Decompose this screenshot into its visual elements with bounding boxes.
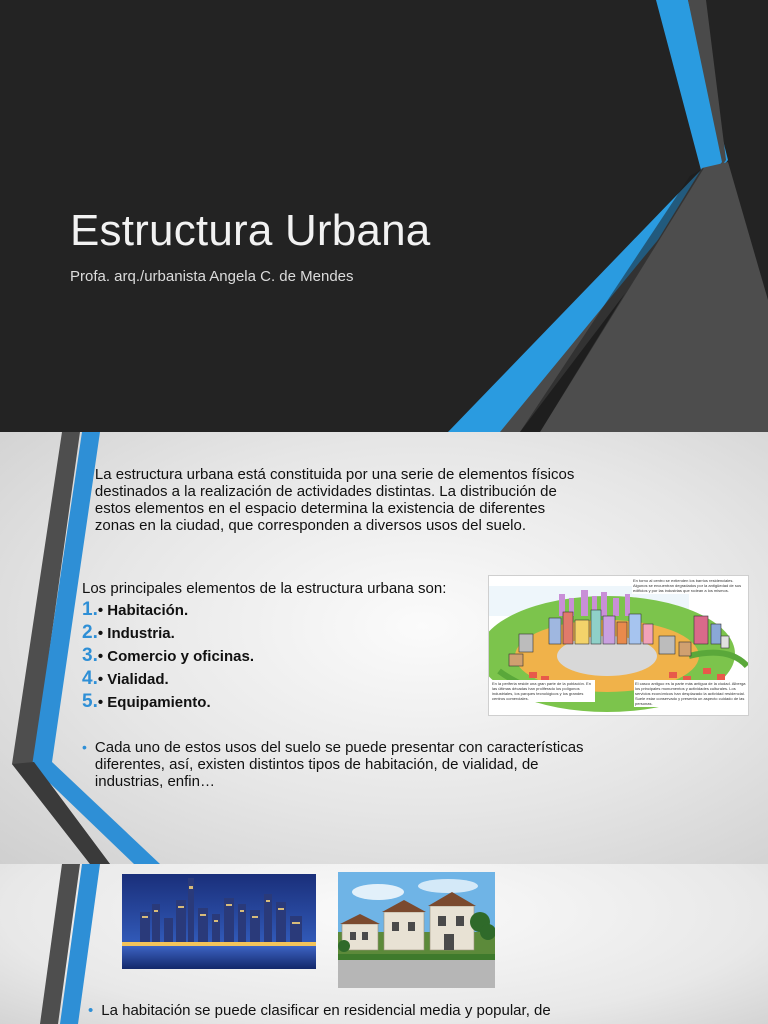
list-label: • Comercio y oficinas. (97, 648, 254, 665)
list-number: 2. (82, 622, 98, 643)
list-label: • Equipamiento. (97, 694, 211, 711)
intro-paragraph (82, 466, 582, 534)
list-item (82, 645, 254, 668)
list-label: • Industria. (97, 625, 175, 642)
city-zones-illustration (488, 575, 749, 716)
list-number: 5. (82, 691, 98, 712)
housing-paragraph-text: La habitación se puede clasificar en residencial media y popular, de (101, 1002, 551, 1019)
list-item (82, 622, 254, 645)
presentation-title: Estructura Urbana (70, 206, 431, 255)
uses-paragraph-text: Cada uno de estos usos del suelo se puede presentar con características diferentes, así, existen distintos tipos de habitación, de vialidad, de industrias, enfin… (94, 739, 584, 790)
night-skyline-photo (122, 874, 316, 969)
title-slide (0, 0, 768, 432)
content-slide-housing (0, 864, 768, 1024)
list-number: 1. (82, 599, 98, 620)
intro-paragraph-text: La estructura urbana está constituida por una serie de elementos físicos destinados a la realización de actividades distintas. La distribución de estos elementos en el espacio determina la existencia de diferentes zonas en la ciudad, que corresponden a diversos usos del suelo. (94, 466, 575, 534)
list-label: • Vialidad. (97, 671, 169, 688)
presentation-subtitle: Profa. arq./urbanista Angela C. de Mendes (70, 268, 354, 285)
content-slide-elements (0, 432, 768, 864)
elements-list (82, 599, 254, 714)
housing-paragraph (88, 1002, 551, 1019)
illustration-note: En la periferia reside una gran parte de la población. En las últimas décadas han proliferado los polígonos industriales, los parques tecnológicos y los grandes centros comerciales. (491, 680, 595, 702)
bullet-marker: • (82, 466, 87, 482)
bullet-marker: • (82, 739, 87, 755)
list-item (82, 599, 254, 622)
list-number: 3. (82, 645, 98, 666)
uses-paragraph (82, 739, 602, 790)
list-item (82, 668, 254, 691)
list-item (82, 691, 254, 714)
illustration-note: En torno al centro se extienden los barrios residenciales. Algunos se encuentran degradados por la antigüedad de sus edificios y por las industrias que rodean a los mismos. (632, 577, 748, 594)
residential-houses-photo (338, 872, 495, 988)
illustration-note: El casco antiguo es la parte más antigua de la ciudad. Alberga los principales monumentos y actividades culturales. Los servicios económicos han desplazado la actividad residencial. Suele estar conservado y presenta un aspecto cuidado de las personas. (634, 680, 748, 707)
elements-lead-text: Los principales elementos de la estructura urbana son: (82, 580, 447, 597)
list-label: • Habitación. (97, 602, 189, 619)
bullet-marker: • (88, 1002, 94, 1019)
list-number: 4. (82, 668, 98, 689)
